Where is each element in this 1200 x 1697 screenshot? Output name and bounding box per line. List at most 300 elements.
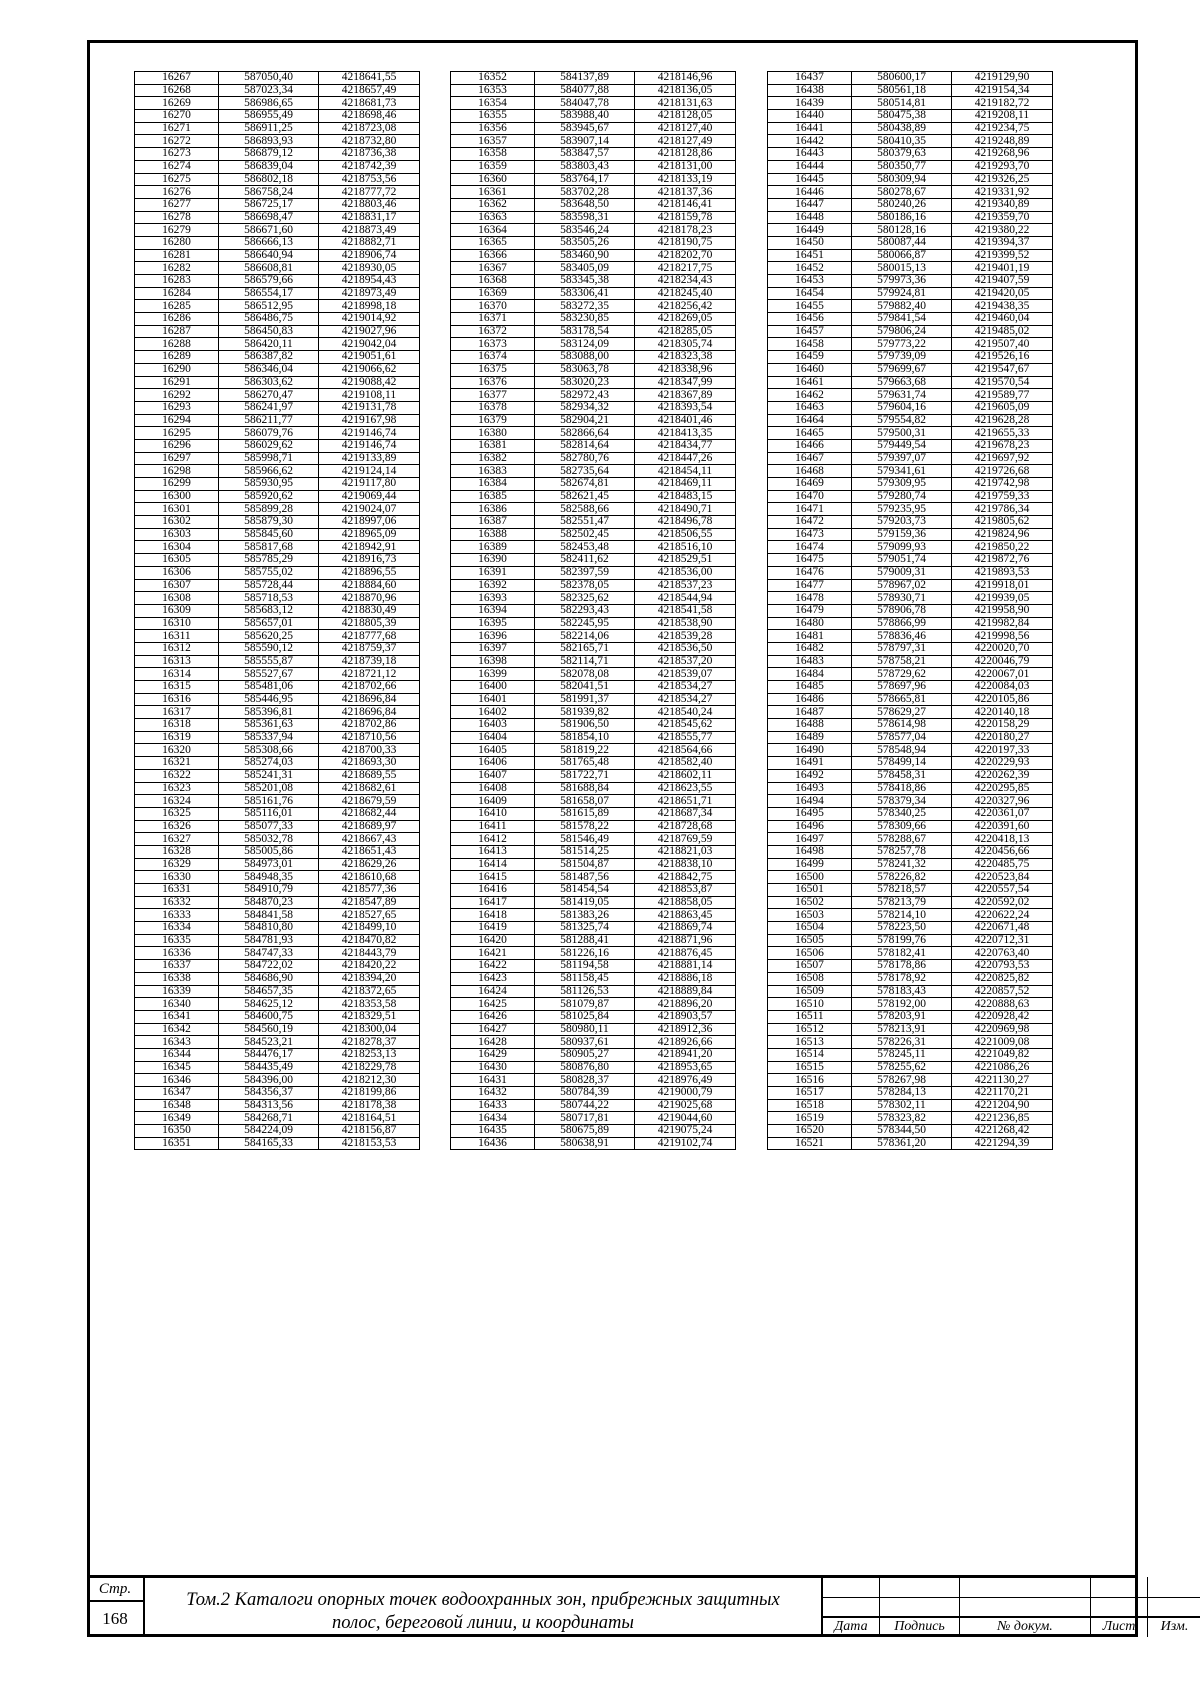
y-coordinate: 4218954,43 xyxy=(319,275,420,288)
x-coordinate: 581722,71 xyxy=(535,769,635,782)
y-coordinate: 4218702,86 xyxy=(319,719,420,732)
table-row xyxy=(768,744,1053,757)
x-coordinate: 586955,49 xyxy=(219,110,319,123)
y-coordinate: 4219014,92 xyxy=(319,313,420,326)
table-row xyxy=(135,503,420,516)
point-number: 16269 xyxy=(135,97,219,110)
y-coordinate: 4218831,17 xyxy=(319,211,420,224)
y-coordinate: 4218623,55 xyxy=(635,782,736,795)
y-coordinate: 4219042,04 xyxy=(319,338,420,351)
x-coordinate: 581454,54 xyxy=(535,884,635,897)
point-number: 16423 xyxy=(451,972,535,985)
table-row xyxy=(451,541,736,554)
table-row xyxy=(768,249,1053,262)
table-row xyxy=(135,592,420,605)
point-number: 16340 xyxy=(135,998,219,1011)
x-coordinate: 585241,31 xyxy=(219,769,319,782)
y-coordinate: 4218547,89 xyxy=(319,896,420,909)
x-coordinate: 578178,86 xyxy=(852,960,952,973)
table-row xyxy=(768,122,1053,135)
table-row xyxy=(768,1112,1053,1125)
x-coordinate: 586879,12 xyxy=(219,148,319,161)
table-row xyxy=(135,1023,420,1036)
table-row xyxy=(768,960,1053,973)
x-coordinate: 586450,83 xyxy=(219,325,319,338)
table-row xyxy=(135,617,420,630)
point-number: 16501 xyxy=(768,884,852,897)
table-row xyxy=(451,300,736,313)
point-number: 16359 xyxy=(451,160,535,173)
table-row xyxy=(135,173,420,186)
table-row xyxy=(768,1137,1053,1150)
x-coordinate: 578499,14 xyxy=(852,757,952,770)
y-coordinate: 4220197,33 xyxy=(952,744,1053,757)
table-row xyxy=(135,160,420,173)
change-column xyxy=(1148,1577,1200,1637)
y-coordinate: 4220825,82 xyxy=(952,972,1053,985)
y-coordinate: 4218997,06 xyxy=(319,516,420,529)
x-coordinate: 586512,95 xyxy=(219,300,319,313)
point-number: 16361 xyxy=(451,186,535,199)
x-coordinate: 581546,49 xyxy=(535,833,635,846)
table-row xyxy=(135,427,420,440)
table-row xyxy=(451,490,736,503)
y-coordinate: 4219420,05 xyxy=(952,287,1053,300)
x-coordinate: 586986,65 xyxy=(219,97,319,110)
y-coordinate: 4218582,40 xyxy=(635,757,736,770)
x-coordinate: 582293,43 xyxy=(535,604,635,617)
table-row xyxy=(135,186,420,199)
table-row xyxy=(451,173,736,186)
x-coordinate: 584435,49 xyxy=(219,1061,319,1074)
point-number: 16384 xyxy=(451,478,535,491)
x-coordinate: 585077,33 xyxy=(219,820,319,833)
y-coordinate: 4218998,18 xyxy=(319,300,420,313)
point-number: 16281 xyxy=(135,249,219,262)
point-number: 16364 xyxy=(451,224,535,237)
point-number: 16493 xyxy=(768,782,852,795)
point-number: 16462 xyxy=(768,389,852,402)
point-number: 16396 xyxy=(451,630,535,643)
point-number: 16380 xyxy=(451,427,535,440)
table-row xyxy=(135,642,420,655)
table-row xyxy=(135,478,420,491)
table-row xyxy=(135,1036,420,1049)
y-coordinate: 4218469,11 xyxy=(635,478,736,491)
x-coordinate: 585201,08 xyxy=(219,782,319,795)
y-coordinate: 4218753,56 xyxy=(319,173,420,186)
point-number: 16356 xyxy=(451,122,535,135)
point-number: 16444 xyxy=(768,160,852,173)
table-row xyxy=(135,1061,420,1074)
y-coordinate: 4218912,36 xyxy=(635,1023,736,1036)
table-row xyxy=(768,731,1053,744)
y-coordinate: 4219293,70 xyxy=(952,160,1053,173)
y-coordinate: 4220180,27 xyxy=(952,731,1053,744)
y-coordinate: 4218759,37 xyxy=(319,642,420,655)
table-row xyxy=(451,833,736,846)
table-row xyxy=(768,351,1053,364)
point-number: 16504 xyxy=(768,922,852,935)
y-coordinate: 4218838,10 xyxy=(635,858,736,871)
table-row xyxy=(451,1036,736,1049)
x-coordinate: 580015,13 xyxy=(852,262,952,275)
point-number: 16466 xyxy=(768,439,852,452)
x-coordinate: 578836,46 xyxy=(852,630,952,643)
y-coordinate: 4219075,24 xyxy=(635,1125,736,1138)
x-coordinate: 578729,62 xyxy=(852,668,952,681)
point-number: 16413 xyxy=(451,845,535,858)
x-coordinate: 580475,38 xyxy=(852,110,952,123)
point-number: 16368 xyxy=(451,275,535,288)
point-number: 16316 xyxy=(135,693,219,706)
x-coordinate: 582165,71 xyxy=(535,642,635,655)
page-label: Стр. xyxy=(87,1577,145,1602)
x-coordinate: 586079,76 xyxy=(219,427,319,440)
y-coordinate: 4219982,84 xyxy=(952,617,1053,630)
y-coordinate: 4219407,59 xyxy=(952,275,1053,288)
x-coordinate: 584356,37 xyxy=(219,1087,319,1100)
x-coordinate: 579631,74 xyxy=(852,389,952,402)
x-coordinate: 583020,23 xyxy=(535,376,635,389)
x-coordinate: 579099,93 xyxy=(852,541,952,554)
x-coordinate: 578226,82 xyxy=(852,871,952,884)
table-row xyxy=(451,211,736,224)
y-coordinate: 4218842,75 xyxy=(635,871,736,884)
y-coordinate: 4218723,08 xyxy=(319,122,420,135)
point-number: 16319 xyxy=(135,731,219,744)
table-row xyxy=(451,655,736,668)
x-coordinate: 578697,96 xyxy=(852,681,952,694)
table-row xyxy=(451,769,736,782)
x-coordinate: 585845,60 xyxy=(219,528,319,541)
table-row xyxy=(451,313,736,326)
table-row xyxy=(768,376,1053,389)
table-row xyxy=(768,604,1053,617)
title-block xyxy=(87,1577,1189,1637)
table-row xyxy=(451,1061,736,1074)
x-coordinate: 585879,30 xyxy=(219,516,319,529)
table-row xyxy=(451,262,736,275)
table-row xyxy=(768,566,1053,579)
x-coordinate: 581906,50 xyxy=(535,719,635,732)
point-number: 16455 xyxy=(768,300,852,313)
x-coordinate: 584722,02 xyxy=(219,960,319,973)
y-coordinate: 4219146,74 xyxy=(319,439,420,452)
point-number: 16286 xyxy=(135,313,219,326)
table-row xyxy=(451,592,736,605)
point-number: 16333 xyxy=(135,909,219,922)
x-coordinate: 583546,24 xyxy=(535,224,635,237)
table-row xyxy=(135,97,420,110)
point-number: 16280 xyxy=(135,236,219,249)
point-number: 16464 xyxy=(768,414,852,427)
point-number: 16351 xyxy=(135,1137,219,1150)
point-number: 16513 xyxy=(768,1036,852,1049)
y-coordinate: 4218953,65 xyxy=(635,1061,736,1074)
table-row xyxy=(135,833,420,846)
y-coordinate: 4218300,04 xyxy=(319,1023,420,1036)
table-row xyxy=(768,769,1053,782)
x-coordinate: 580410,35 xyxy=(852,135,952,148)
table-row xyxy=(768,325,1053,338)
y-coordinate: 4219380,22 xyxy=(952,224,1053,237)
table-row xyxy=(451,275,736,288)
table-row xyxy=(135,744,420,757)
y-coordinate: 4218710,56 xyxy=(319,731,420,744)
x-coordinate: 586666,13 xyxy=(219,236,319,249)
point-number: 16435 xyxy=(451,1125,535,1138)
y-coordinate: 4220763,40 xyxy=(952,947,1053,960)
table-row xyxy=(451,693,736,706)
x-coordinate: 579280,74 xyxy=(852,490,952,503)
x-coordinate: 584396,00 xyxy=(219,1074,319,1087)
y-coordinate: 4219154,34 xyxy=(952,84,1053,97)
y-coordinate: 4220857,52 xyxy=(952,985,1053,998)
y-coordinate: 4220671,48 xyxy=(952,922,1053,935)
y-coordinate: 4218926,66 xyxy=(635,1036,736,1049)
y-coordinate: 4218545,62 xyxy=(635,719,736,732)
y-coordinate: 4218234,43 xyxy=(635,275,736,288)
x-coordinate: 586698,47 xyxy=(219,211,319,224)
x-coordinate: 581158,45 xyxy=(535,972,635,985)
x-coordinate: 583648,50 xyxy=(535,198,635,211)
x-coordinate: 578758,21 xyxy=(852,655,952,668)
table-row xyxy=(768,211,1053,224)
y-coordinate: 4218278,37 xyxy=(319,1036,420,1049)
table-row xyxy=(135,287,420,300)
y-coordinate: 4218499,10 xyxy=(319,922,420,935)
y-coordinate: 4219359,70 xyxy=(952,211,1053,224)
x-coordinate: 584657,35 xyxy=(219,985,319,998)
y-coordinate: 4219401,19 xyxy=(952,262,1053,275)
y-coordinate: 4219025,68 xyxy=(635,1099,736,1112)
point-number: 16406 xyxy=(451,757,535,770)
table-row xyxy=(135,909,420,922)
y-coordinate: 4219234,75 xyxy=(952,122,1053,135)
table-row xyxy=(768,363,1053,376)
y-coordinate: 4219872,76 xyxy=(952,554,1053,567)
x-coordinate: 584910,79 xyxy=(219,884,319,897)
y-coordinate: 4219805,62 xyxy=(952,516,1053,529)
y-coordinate: 4218347,99 xyxy=(635,376,736,389)
y-coordinate: 4219918,01 xyxy=(952,579,1053,592)
y-coordinate: 4218941,20 xyxy=(635,1048,736,1061)
x-coordinate: 581514,25 xyxy=(535,845,635,858)
y-coordinate: 4220229,93 xyxy=(952,757,1053,770)
x-coordinate: 578255,62 xyxy=(852,1061,952,1074)
x-coordinate: 583345,38 xyxy=(535,275,635,288)
y-coordinate: 4218534,27 xyxy=(635,681,736,694)
table-row xyxy=(451,452,736,465)
point-number: 16275 xyxy=(135,173,219,186)
x-coordinate: 578257,78 xyxy=(852,845,952,858)
sheet-column xyxy=(1091,1577,1148,1637)
point-number: 16378 xyxy=(451,401,535,414)
x-coordinate: 580905,27 xyxy=(535,1048,635,1061)
y-coordinate: 4221086,26 xyxy=(952,1061,1053,1074)
x-coordinate: 579773,22 xyxy=(852,338,952,351)
x-coordinate: 585005,86 xyxy=(219,845,319,858)
table-row xyxy=(768,1048,1053,1061)
table-row xyxy=(451,110,736,123)
x-coordinate: 582934,32 xyxy=(535,401,635,414)
y-coordinate: 4219129,90 xyxy=(952,72,1053,85)
y-coordinate: 4218965,09 xyxy=(319,528,420,541)
x-coordinate: 578302,11 xyxy=(852,1099,952,1112)
point-number: 16330 xyxy=(135,871,219,884)
table-row xyxy=(135,630,420,643)
x-coordinate: 580514,81 xyxy=(852,97,952,110)
x-coordinate: 579397,07 xyxy=(852,452,952,465)
table-row xyxy=(768,922,1053,935)
point-number: 16308 xyxy=(135,592,219,605)
table-row xyxy=(135,275,420,288)
doc-number-column xyxy=(960,1577,1091,1637)
x-coordinate: 585785,29 xyxy=(219,554,319,567)
date-column xyxy=(823,1577,880,1637)
y-coordinate: 4218689,97 xyxy=(319,820,420,833)
point-number: 16284 xyxy=(135,287,219,300)
y-coordinate: 4218529,51 xyxy=(635,554,736,567)
x-coordinate: 579309,95 xyxy=(852,478,952,491)
table-row xyxy=(768,998,1053,1011)
point-number: 16272 xyxy=(135,135,219,148)
table-row xyxy=(768,807,1053,820)
x-coordinate: 583988,40 xyxy=(535,110,635,123)
x-coordinate: 583178,54 xyxy=(535,325,635,338)
x-coordinate: 585396,81 xyxy=(219,706,319,719)
point-number: 16452 xyxy=(768,262,852,275)
x-coordinate: 583505,26 xyxy=(535,236,635,249)
table-row xyxy=(135,757,420,770)
y-coordinate: 4219027,96 xyxy=(319,325,420,338)
y-coordinate: 4218803,46 xyxy=(319,198,420,211)
x-coordinate: 586387,82 xyxy=(219,351,319,364)
table-row xyxy=(451,516,736,529)
y-coordinate: 4219394,37 xyxy=(952,236,1053,249)
table-row xyxy=(135,72,420,85)
point-number: 16482 xyxy=(768,642,852,655)
y-coordinate: 4219066,62 xyxy=(319,363,420,376)
y-coordinate: 4218229,78 xyxy=(319,1061,420,1074)
y-coordinate: 4220327,96 xyxy=(952,795,1053,808)
y-coordinate: 4218131,63 xyxy=(635,97,736,110)
x-coordinate: 581226,16 xyxy=(535,947,635,960)
y-coordinate: 4218873,49 xyxy=(319,224,420,237)
x-coordinate: 579341,61 xyxy=(852,465,952,478)
table-row xyxy=(135,1137,420,1150)
y-coordinate: 4218721,12 xyxy=(319,668,420,681)
point-number: 16438 xyxy=(768,84,852,97)
x-coordinate: 578199,76 xyxy=(852,934,952,947)
x-coordinate: 582904,21 xyxy=(535,414,635,427)
point-number: 16347 xyxy=(135,1087,219,1100)
table-row xyxy=(768,465,1053,478)
x-coordinate: 586303,62 xyxy=(219,376,319,389)
point-number: 16491 xyxy=(768,757,852,770)
y-coordinate: 4218830,49 xyxy=(319,604,420,617)
x-coordinate: 582674,81 xyxy=(535,478,635,491)
y-coordinate: 4219726,68 xyxy=(952,465,1053,478)
x-coordinate: 583088,00 xyxy=(535,351,635,364)
table-row xyxy=(768,1036,1053,1049)
point-number: 16434 xyxy=(451,1112,535,1125)
point-number: 16324 xyxy=(135,795,219,808)
point-number: 16271 xyxy=(135,122,219,135)
x-coordinate: 586758,24 xyxy=(219,186,319,199)
x-coordinate: 586554,17 xyxy=(219,287,319,300)
x-coordinate: 578218,57 xyxy=(852,884,952,897)
y-coordinate: 4220793,53 xyxy=(952,960,1053,973)
point-number: 16410 xyxy=(451,807,535,820)
x-coordinate: 578288,67 xyxy=(852,833,952,846)
y-coordinate: 4218679,59 xyxy=(319,795,420,808)
table-row xyxy=(135,998,420,1011)
y-coordinate: 4218353,58 xyxy=(319,998,420,1011)
table-row xyxy=(451,72,736,85)
table-row xyxy=(451,236,736,249)
y-coordinate: 4218930,05 xyxy=(319,262,420,275)
y-coordinate: 4219998,56 xyxy=(952,630,1053,643)
x-coordinate: 579699,67 xyxy=(852,363,952,376)
x-coordinate: 585555,87 xyxy=(219,655,319,668)
point-number: 16377 xyxy=(451,389,535,402)
y-coordinate: 4218372,65 xyxy=(319,985,420,998)
point-number: 16311 xyxy=(135,630,219,643)
x-coordinate: 586346,04 xyxy=(219,363,319,376)
x-coordinate: 585481,06 xyxy=(219,681,319,694)
y-coordinate: 4219331,92 xyxy=(952,186,1053,199)
point-number: 16276 xyxy=(135,186,219,199)
y-coordinate: 4218700,33 xyxy=(319,744,420,757)
x-coordinate: 581325,74 xyxy=(535,922,635,935)
table-row xyxy=(451,503,736,516)
table-row xyxy=(135,960,420,973)
x-coordinate: 579882,40 xyxy=(852,300,952,313)
x-coordinate: 586486,75 xyxy=(219,313,319,326)
y-coordinate: 4218128,86 xyxy=(635,148,736,161)
y-coordinate: 4218483,15 xyxy=(635,490,736,503)
y-coordinate: 4220523,84 xyxy=(952,871,1053,884)
x-coordinate: 580186,16 xyxy=(852,211,952,224)
table-row xyxy=(768,414,1053,427)
y-coordinate: 4218629,26 xyxy=(319,858,420,871)
point-number: 16470 xyxy=(768,490,852,503)
point-number: 16313 xyxy=(135,655,219,668)
point-number: 16289 xyxy=(135,351,219,364)
x-coordinate: 583702,28 xyxy=(535,186,635,199)
point-number: 16277 xyxy=(135,198,219,211)
table-row xyxy=(135,566,420,579)
table-row xyxy=(768,300,1053,313)
x-coordinate: 584948,35 xyxy=(219,871,319,884)
point-number: 16293 xyxy=(135,401,219,414)
x-coordinate: 582114,71 xyxy=(535,655,635,668)
y-coordinate: 4218544,94 xyxy=(635,592,736,605)
y-coordinate: 4218889,84 xyxy=(635,985,736,998)
point-number: 16327 xyxy=(135,833,219,846)
y-coordinate: 4218871,96 xyxy=(635,934,736,947)
table-row xyxy=(768,1061,1053,1074)
y-coordinate: 4218696,84 xyxy=(319,693,420,706)
table-row xyxy=(135,985,420,998)
point-number: 16509 xyxy=(768,985,852,998)
x-coordinate: 586671,60 xyxy=(219,224,319,237)
point-number: 16400 xyxy=(451,681,535,694)
x-coordinate: 582453,48 xyxy=(535,541,635,554)
x-coordinate: 579973,36 xyxy=(852,275,952,288)
